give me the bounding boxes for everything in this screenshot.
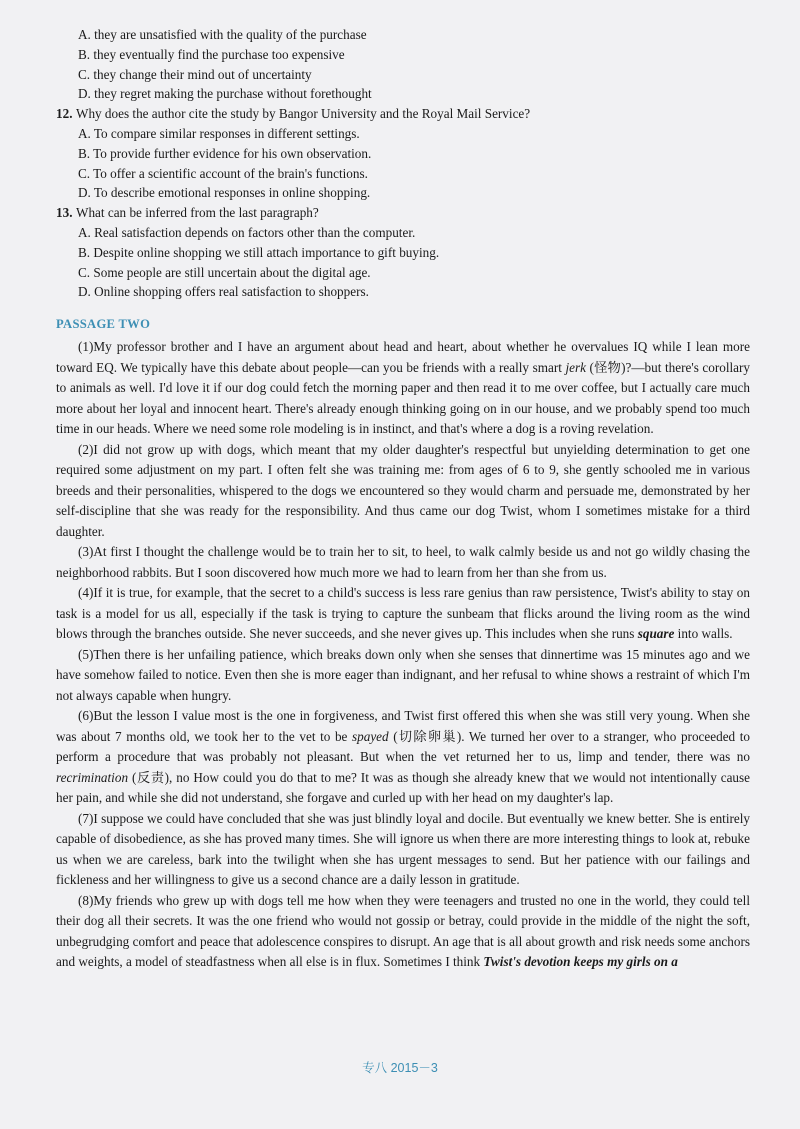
q12-option-a: A. To compare similar responses in different settings. [78, 125, 360, 141]
q13-stem-line [56, 203, 756, 223]
q13-option-b: B. Despite online shopping we still attach importance to gift buying. [78, 244, 440, 260]
p1-term: jerk [565, 359, 586, 375]
p6-text-b: . We turned her over to a stranger, who proceeded to perform a procedure that was probably not pleasant. But when the vet returned her to us, limp and tender, there was no [56, 728, 750, 764]
p6-gloss-2: (反责) [128, 769, 170, 785]
paragraph-1 [56, 337, 750, 440]
q11-option-c: C. they change their mind out of uncertainty [78, 66, 312, 82]
p1-text-b: ?—but there's corollary to animals as well. I'd love it if our dog could fetch the morning paper and then read it to me over coffee, but I actually care much more about her loyal and innocent heart. There's already enough thinking going on in our house, and we probably spend too much time in our heads. Where we need some role modeling is in instinct, and that's where a dog is a roving revelation. [56, 359, 750, 436]
p1-gloss: (怪物) [585, 359, 626, 375]
p6-text-a: (6)But the lesson I value most is the one in forgiveness, and Twist first offered this when she was still very young. When she was about 7 months old, we took her to the vet to be [56, 708, 750, 744]
q12-stem-line [56, 104, 756, 124]
paragraph-4 [56, 583, 750, 645]
questions-block [56, 25, 756, 302]
passage-heading: PASSAGE TWO [56, 317, 151, 331]
q12-number: 12. [56, 106, 73, 122]
paragraph-3: (3)At first I thought the challenge would be to train her to sit, to heel, to walk calmly beside us and not go wildly chasing the neighborhood rabbits. But I soon discovered how much more we had to learn from her than she from us. [56, 544, 750, 580]
p8-emphasis: Twist's devotion keeps my girls on a [483, 954, 678, 969]
q13-option-a: A. Real satisfaction depends on factors other than the computer. [78, 224, 416, 240]
q11-option-d: D. they regret making the purchase without forethought [78, 86, 372, 102]
paragraph-8 [56, 891, 750, 973]
paragraph-6 [56, 706, 750, 809]
q12-option-c: C. To offer a scientific account of the brain's functions. [78, 165, 368, 181]
p4-text-a: (4)If it is true, for example, that the secret to a child's success is less rare genius than raw persistence, Twist's ability to stay on task is a model for us all, especially if the task is trying to capture the sunbeam that flicks around the living room as the wind blows through the branches outside. She never succeeds, and she never gives up. This includes when she runs [56, 585, 750, 641]
q13-number: 13. [56, 205, 73, 221]
q13-stem: What can be inferred from the last paragraph? [76, 205, 319, 221]
p8-text-a: (8)My friends who grew up with dogs tell me how when they were teenagers and trusted no one in the world, they could tell their dog all their secrets. It was the one friend who would not gossip or betray, could provide in the middle of the night the soft, unbegrudging comfort and peace that adolescence conspires to disrupt. An age that is all about growth and risk needs some anchors and weights, a model of steadfastness when all else is in flux. Sometimes I think [56, 892, 750, 969]
p1-text-a: (1)My professor brother and I have an argument about head and heart, about whether he overvalues IQ while I lean more toward EQ. We typically have this debate about people—can you be friends with a really smart [56, 339, 750, 375]
q12-option-b: B. To provide further evidence for his own observation. [78, 145, 372, 161]
passage-body [56, 337, 750, 973]
p6-text-c: , no How could you do that to me? It was as though she already knew that we would not intentionally cause her pain, and while she did not understand, she forgave and curled up with her head on my daughter's lap. [56, 769, 750, 805]
q11-option-a: A. they are unsatisfied with the quality of the purchase [78, 27, 367, 42]
p4-text-b: into walls. [674, 626, 733, 641]
q12-option-d: D. To describe emotional responses in online shopping. [78, 185, 371, 201]
paragraph-7: (7)I suppose we could have concluded that she was just blindly loyal and docile. But eventually we knew better. She is entirely capable of disobedience, as she has proved many times. She will ignore us when there are more interesting things to look at, rebuke us when we are careless, bark into the twilight when she has urgent messages to send. But her patience with our failings and fickleness and her willingness to give us a second chance are a daily lesson in gratitude. [56, 810, 750, 887]
paragraph-5: (5)Then there is her unfailing patience, which breaks down only when she senses that dinnertime was 15 minutes ago and we have somehow failed to notice. Even then she is more eager than indignant, and her refusal to whine shows a restraint of which I'm not always capable when hungry. [56, 646, 750, 703]
q11-option-b: B. they eventually find the purchase too expensive [78, 46, 345, 62]
p6-term-1: spayed [352, 728, 389, 744]
p6-gloss-1: (切除卵巢) [388, 728, 462, 744]
q13-option-c: C. Some people are still uncertain about the digital age. [78, 264, 371, 280]
q13-option-d: D. Online shopping offers real satisfaction to shoppers. [78, 284, 369, 300]
q12-stem: Why does the author cite the study by Bangor University and the Royal Mail Service? [76, 106, 531, 122]
paragraph-2: (2)I did not grow up with dogs, which meant that my older daughter's respectful but unyielding determination to get one required some adjustment on my part. I often felt she was training me: from ages of 6 to 9, she gently schooled me in various breeds and their personalities, whispered to the dogs we encountered so they would charm and persuade me, demonstrated by her self-discipline that she was ready for the responsibility. And thus came our dog Twist, whom I sometimes mistake for a third daughter. [56, 441, 750, 539]
p4-term: square [637, 626, 675, 641]
p6-term-2: recrimination [56, 769, 129, 785]
page-footer: 专八 2015－3 [362, 1061, 438, 1075]
